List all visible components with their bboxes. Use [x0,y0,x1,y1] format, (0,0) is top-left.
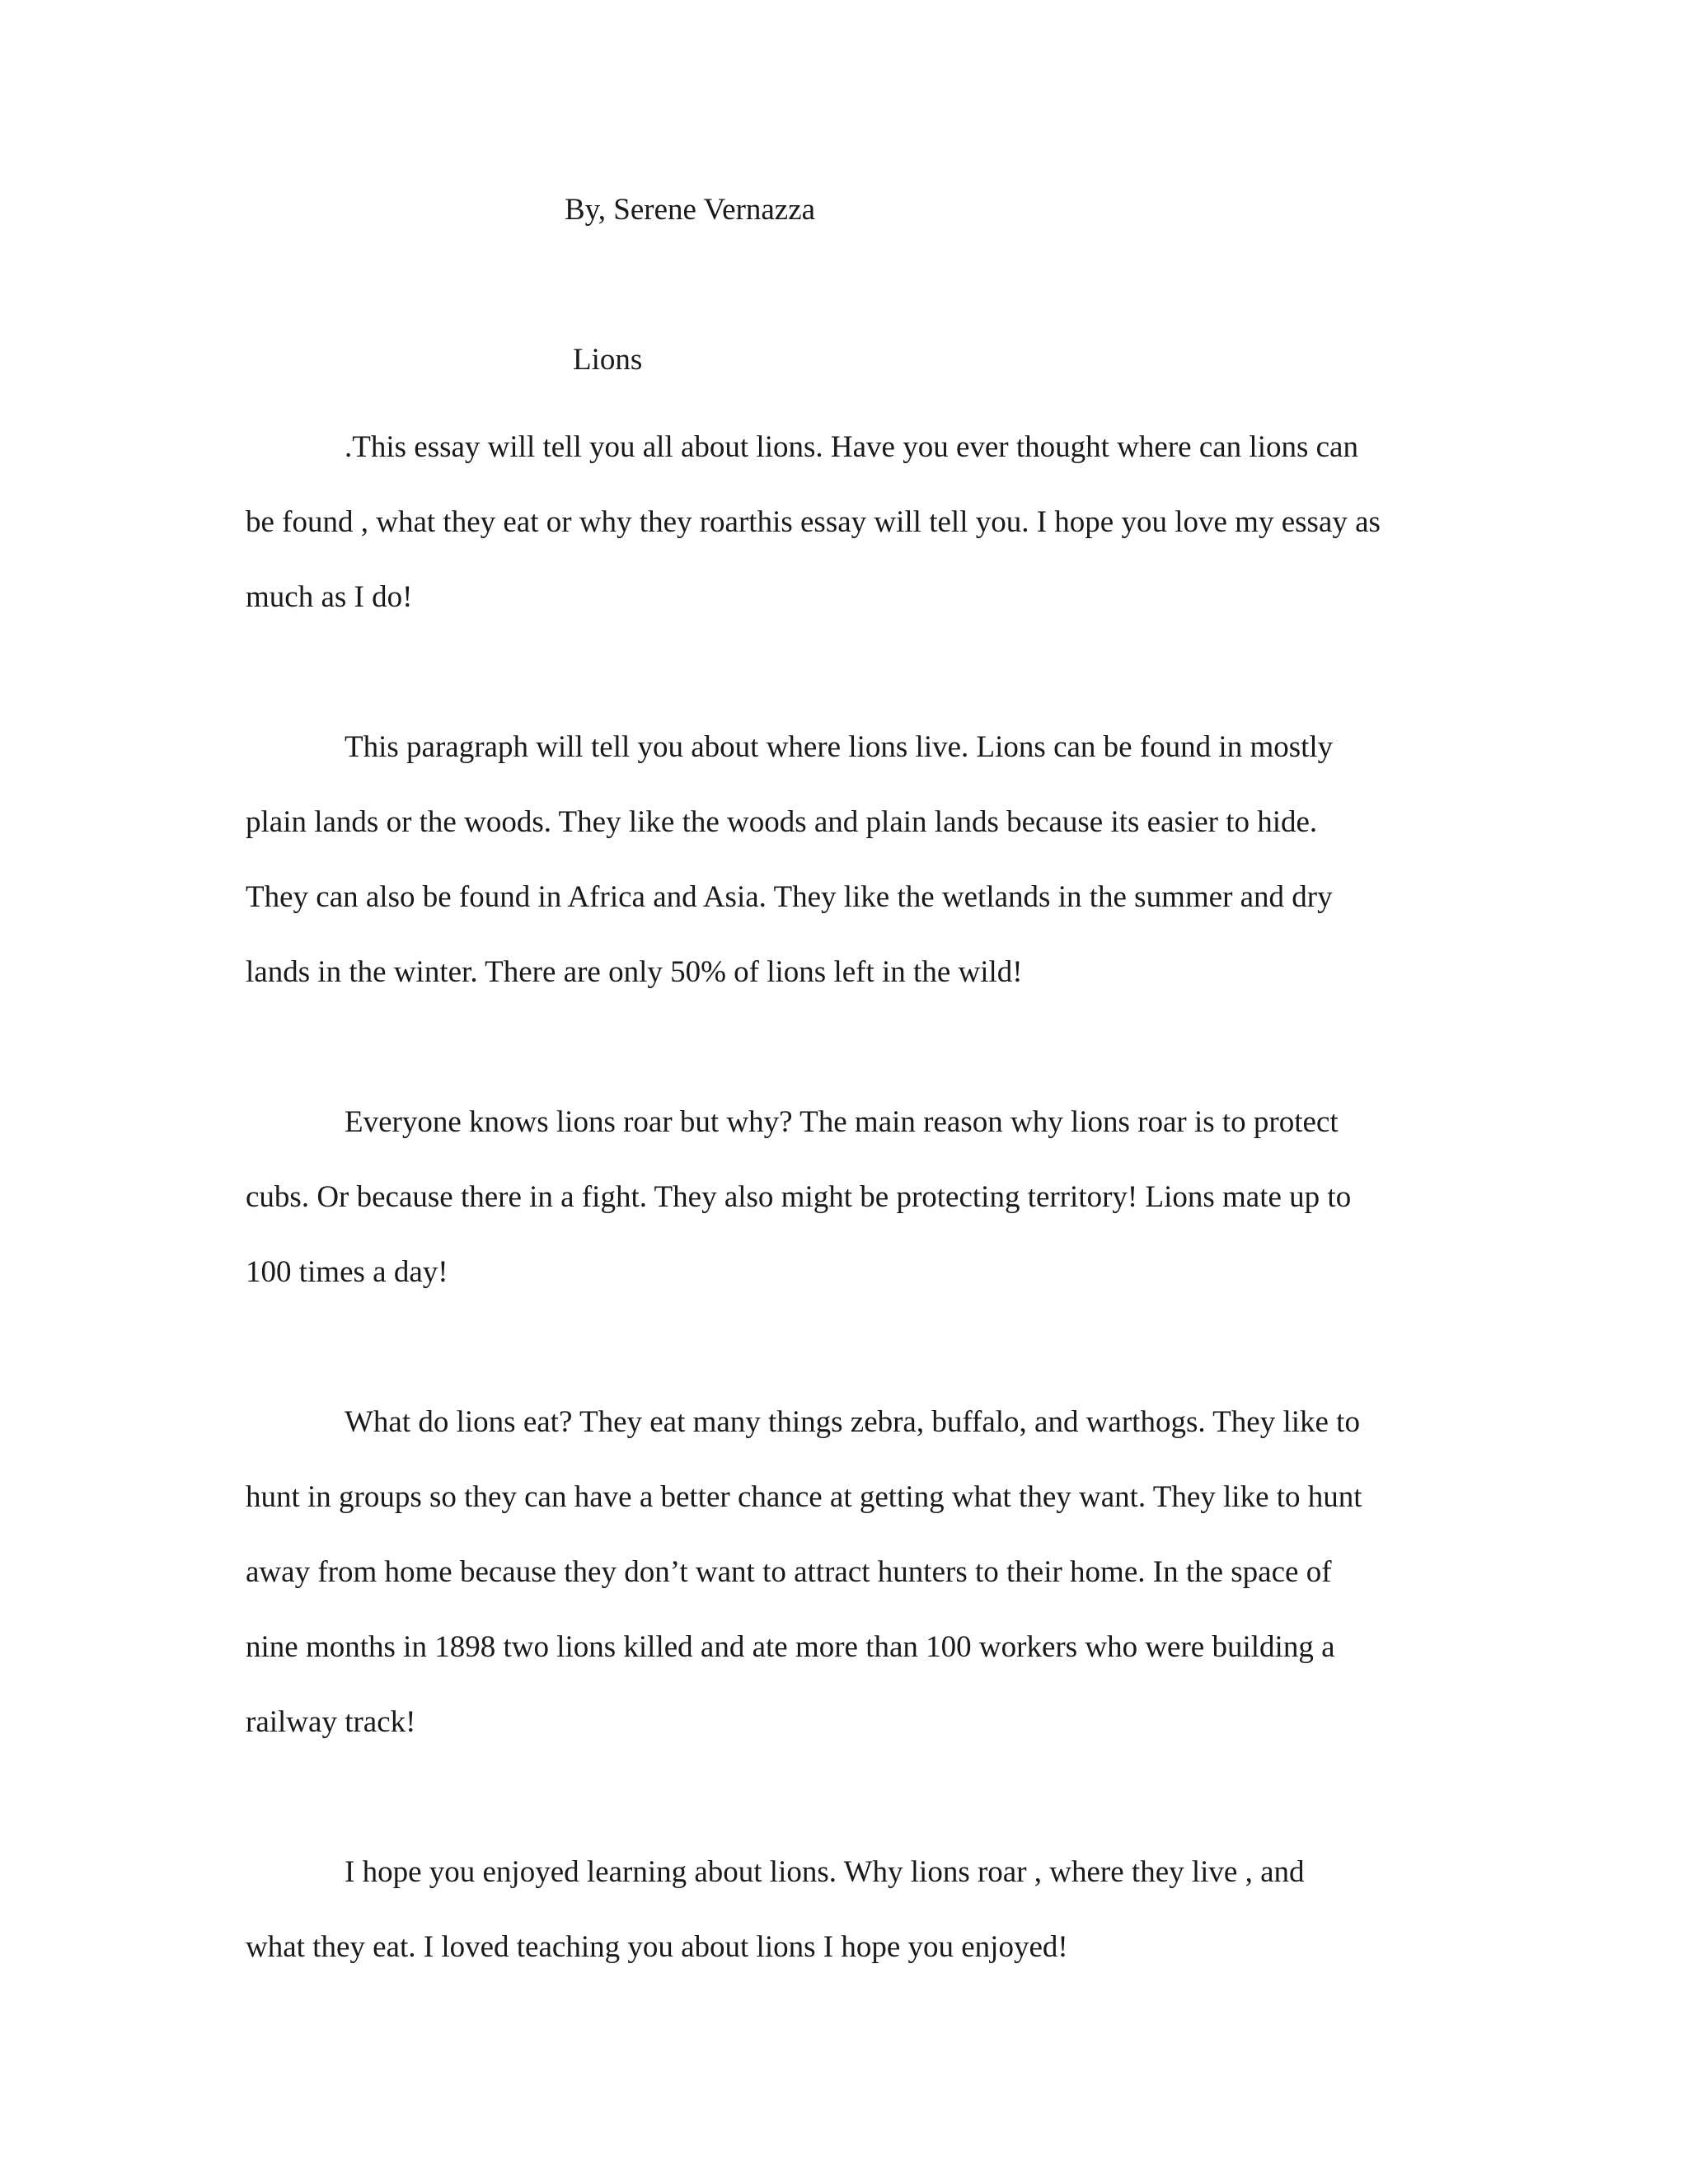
paragraph-line: much as I do! [246,580,413,614]
paragraph-line: what they eat. I loved teaching you about lions I hope you enjoyed! [246,1930,1068,1964]
paragraph-line: hunt in groups so they can have a better chance at getting what they want. They like to hunt [246,1480,1362,1514]
paragraph-line: lands in the winter. There are only 50% of lions left in the wild! [246,955,1023,989]
paragraph-line: This paragraph will tell you about where lions live. Lions can be found in mostly [345,730,1334,764]
paragraph-line: be found , what they eat or why they roarthis essay will tell you. I hope you love my essay as [246,505,1381,539]
paragraph-intro [246,410,1449,635]
paragraph-gap [246,1010,1449,1085]
essay-title: Lions [573,343,643,377]
paragraph-line: Everyone knows lions roar but why? The main reason why lions roar is to protect [345,1105,1339,1139]
author-byline: By, Serene Vernazza [565,193,816,227]
paragraph-line: I hope you enjoyed learning about lions. Why lions roar , where they live , and [345,1855,1305,1889]
paragraph-line: away from home because they don’t want to attract hunters to their home. In the space of [246,1555,1332,1589]
paragraph-gap [246,635,1449,710]
paragraph-line: cubs. Or because there in a fight. They also might be protecting territory! Lions mate up to [246,1180,1352,1214]
paragraph-habitat [246,710,1449,1010]
paragraph-conclusion [246,1835,1449,1985]
paragraph-line: plain lands or the woods. They like the woods and plain lands because its easier to hide. [246,805,1318,839]
essay-body [246,410,1449,1985]
paragraph-gap [246,1310,1449,1385]
paragraph-line: They can also be found in Africa and Asia. They like the wetlands in the summer and dry [246,880,1333,914]
paragraph-line: nine months in 1898 two lions killed and ate more than 100 workers who were building a [246,1630,1335,1664]
paragraph-line: 100 times a day! [246,1255,448,1289]
paragraph-line: railway track! [246,1705,416,1739]
paragraph-diet [246,1385,1449,1760]
paragraph-gap [246,1760,1449,1835]
paragraph-roar [246,1085,1449,1310]
paragraph-line: .This essay will tell you all about lions. Have you ever thought where can lions can [345,430,1358,464]
paragraph-line: What do lions eat? They eat many things zebra, buffalo, and warthogs. They like to [345,1405,1360,1439]
